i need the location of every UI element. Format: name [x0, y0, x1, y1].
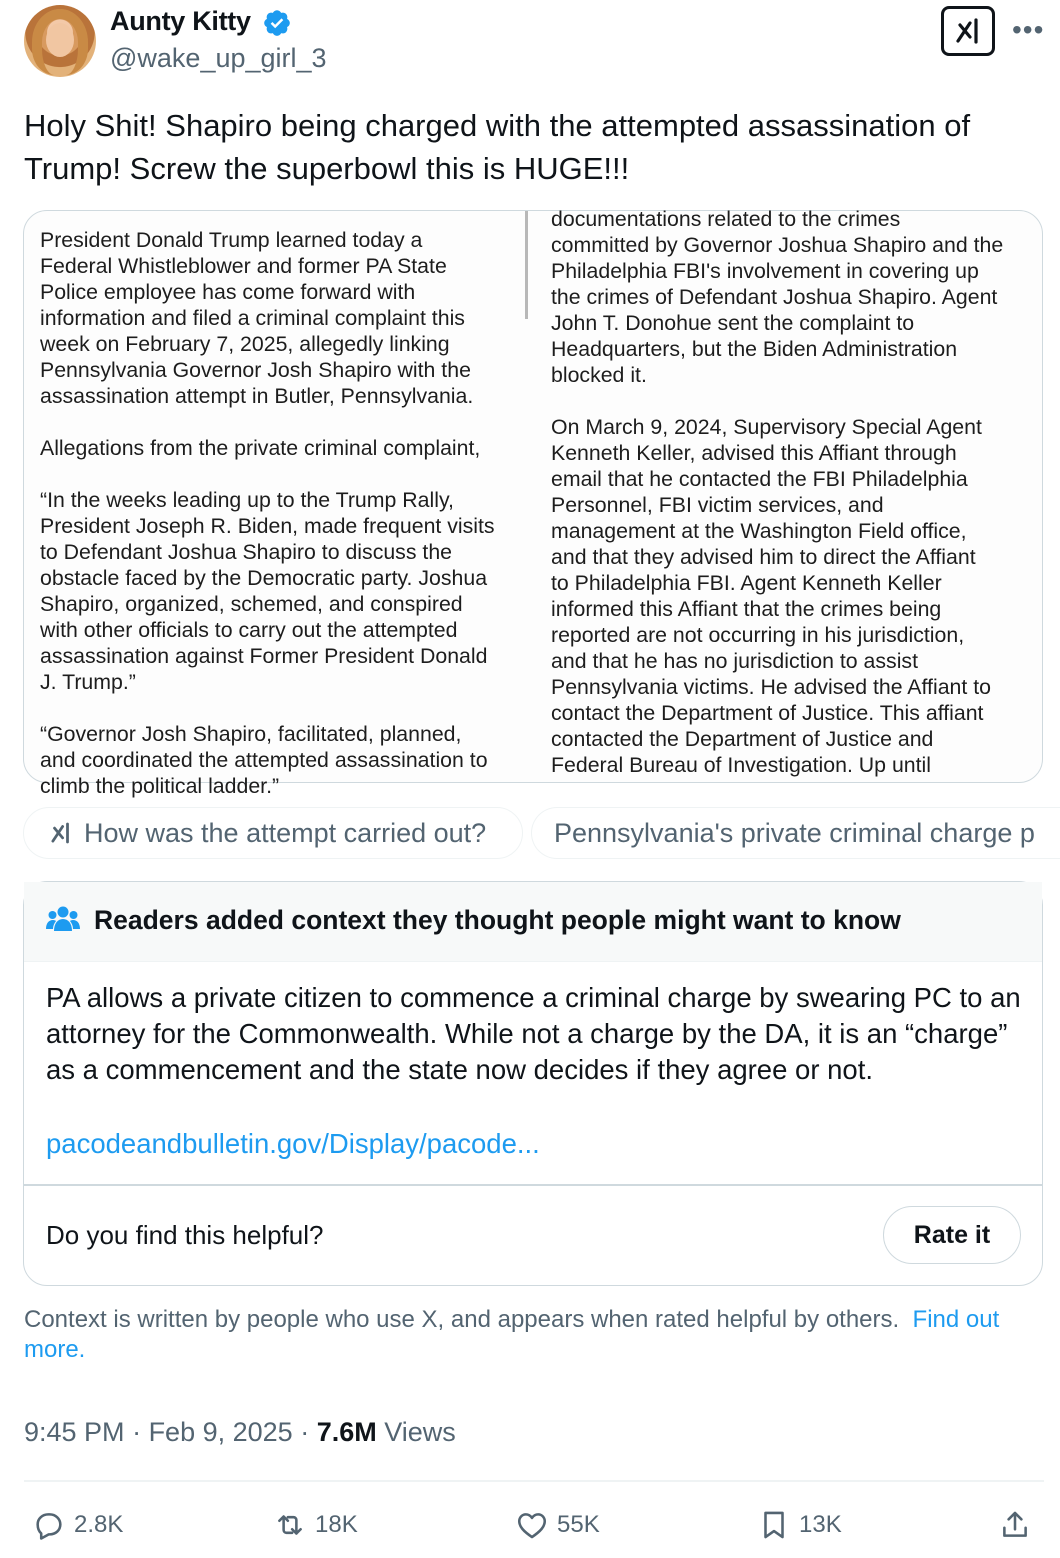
- tweet-text: Holy Shit! Shapiro being charged with the attempted assassination of Trump! Screw the superbowl this is HUGE!!!: [24, 108, 971, 186]
- grok-button[interactable]: [941, 6, 995, 56]
- share-icon: [998, 1508, 1032, 1542]
- like-icon: [515, 1508, 549, 1542]
- bookmark-button[interactable]: [757, 1505, 842, 1545]
- grok-suggestion-label: How was the attempt carried out?: [84, 817, 487, 848]
- more-icon[interactable]: •••: [1012, 14, 1045, 45]
- tweet-time[interactable]: 9:45 PM: [24, 1417, 125, 1447]
- people-icon: [46, 904, 80, 934]
- divider: [24, 1480, 1044, 1482]
- grok-icon: [48, 820, 74, 846]
- document-divider: [525, 211, 528, 319]
- community-note-title: Readers added context they thought people might want to know: [94, 905, 901, 935]
- tweet-date[interactable]: Feb 9, 2025: [148, 1417, 293, 1447]
- author-name[interactable]: Aunty Kitty: [110, 6, 251, 36]
- grok-suggestion-chip[interactable]: [531, 807, 1060, 859]
- like-button[interactable]: [515, 1505, 600, 1545]
- grok-icon: [952, 15, 984, 47]
- divider: [24, 1184, 1042, 1186]
- avatar[interactable]: [24, 5, 96, 77]
- attached-document-image[interactable]: [23, 207, 1043, 798]
- verified-badge-icon: [262, 8, 292, 38]
- repost-button[interactable]: [273, 1505, 358, 1545]
- rate-it-button[interactable]: Rate it: [883, 1206, 1021, 1264]
- community-note-body: PA allows a private citizen to commence a criminal charge by swearing PC to an attorney for the Commonwealth. While not a charge by the DA, it is an “charge” as a commencement and the state now decides if they agree or not.: [46, 982, 1021, 1085]
- find-out-more-link[interactable]: Find out more.: [24, 1306, 1000, 1363]
- like-count: 55K: [557, 1511, 600, 1538]
- views-label: Views: [384, 1417, 456, 1447]
- retweet-icon: [273, 1508, 307, 1542]
- community-note: [23, 881, 1043, 1286]
- repost-count: 18K: [315, 1511, 358, 1538]
- reply-count: 2.8K: [74, 1511, 124, 1538]
- community-note-link[interactable]: pacodeandbulletin.gov/Display/pacode...: [46, 1128, 540, 1159]
- context-footer-text: Context is written by people who use X, and appears when rated helpful by others.: [24, 1306, 900, 1333]
- reply-icon: [32, 1508, 66, 1542]
- grok-suggestion-label: Pennsylvania's private criminal charge p: [554, 817, 1035, 848]
- grok-suggestion-chip[interactable]: [23, 807, 523, 859]
- views-count: 7.6M: [316, 1417, 377, 1447]
- share-button[interactable]: [998, 1505, 1040, 1545]
- document-right-column: documentations related to the crimes committed by Governor Joshua Shapiro and the Philadelphia FBI's involvement in covering up the crimes of Defendant Joshua Shapiro. Agent John T. Donohue sent the complaint to Headquarters, but the Biden Administration blocked it. On March 9, 2024, Supervisory Special Agent Kenneth Keller, advised this Affiant through email that he contacted the FBI Philadelphia Personnel, FBI victim services, and management at the Washington Field office, and that they advised him to direct the Affiant to Philadelphia FBI. Agent Kenneth Keller informed this Affiant that the crimes being reported are not occurring in his jurisdiction, and that he has no jurisdiction to assist Pennsylvania victims. He advised the Affiant to contact the Department of Justice. This affiant contacted the Department of Justice and Federal Bureau of Investigation. Up until: [551, 207, 1004, 777]
- tweet-meta: 9:45 PM · Feb 9, 2025 · 7.6M Views: [24, 1417, 456, 1447]
- community-note-header: [24, 882, 1042, 962]
- reply-button[interactable]: [32, 1505, 123, 1545]
- context-footer: [24, 1305, 1034, 1365]
- bookmark-count: 13K: [799, 1511, 842, 1538]
- author-handle[interactable]: @wake_up_girl_3: [110, 43, 327, 73]
- bookmark-icon: [757, 1508, 791, 1542]
- document-left-column: President Donald Trump learned today a Federal Whistleblower and former PA State Police employee has come forward with information and filed a criminal complaint this week on February 7, 2025, allegedly linking Pennsylvania Governor Josh Shapiro with the assassination attempt in Butler, Pennsylvania. Allegations from the private criminal complaint, “In the weeks leading up to the Trump Rally, President Joseph R. Biden, made frequent visits to Defendant Joshua Shapiro to discuss the obstacle faced by the Democratic party. Joshua Shapiro, organized, schemed, and conspired with other officials to carry out the attempted assassination against Former President Donald J. Trump.” “Governor Josh Shapiro, facilitated, planned, and coordinated the attempted assassination to climb the political ladder.”: [40, 228, 495, 798]
- helpful-prompt: Do you find this helpful?: [46, 1220, 324, 1250]
